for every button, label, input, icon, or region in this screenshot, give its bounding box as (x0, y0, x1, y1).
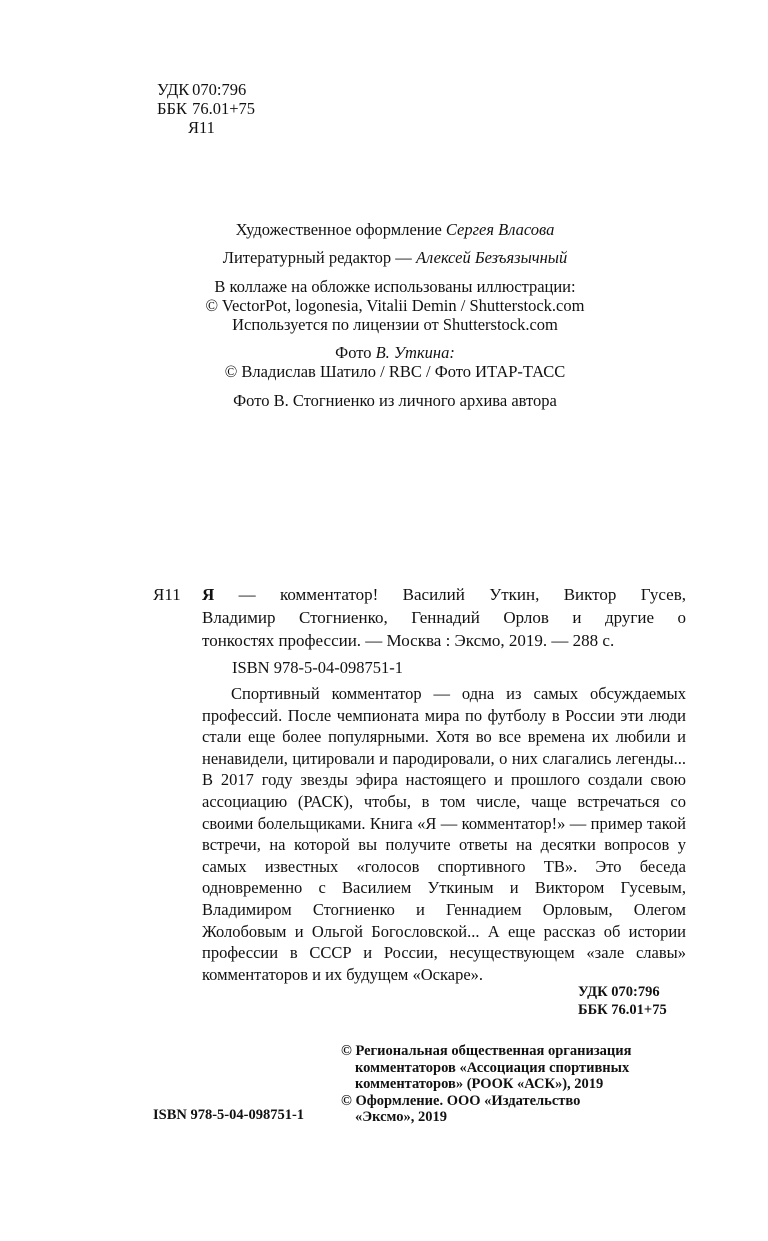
photo-name: В. Уткина: (375, 343, 455, 362)
copyright-1-line-3: комментаторов» (РООК «АСК»), 2019 (355, 1076, 604, 1092)
copyright-entry-1 (341, 1043, 691, 1093)
annotation-text: Спортивный комментатор — одна из самых обсуждаемых профессий. После чемпионата мира по футболу в России эти люди стали еще более популярными. Хотя во все времена их любили и ненавидели, цитировали и пародировали, о них слагались легенды... В 2017 году звезды эфира настоящего и прошлого создали свою ассоциацию (РАСК), чтобы, в том числе, чаще встречаться со своими болельщиками. Книга «Я — комментатор!» — пример такой встречи, на которой вы получите ответы на десятки вопросов у самых известных «голосов спортивного ТВ». Это беседа одновременно с Василием Уткиным и Виктором Гусевым, Владимиром Стогниенко и Геннадием Орловым, Олегом Жолобовым и Ольгой Богословской... А еще рассказ об истории профессии в СССР и России, несуществующем «зале славы» комментаторов и их будущем «Оскаре». (202, 684, 686, 984)
collage-line-1: В коллаже на обложке использованы иллюстрации: (214, 277, 576, 296)
bottom-isbn: ISBN 978-5-04-098751-1 (153, 1107, 305, 1123)
bib-line-1-rest: — комментатор! Василий Уткин, Виктор Гусев, (214, 585, 686, 604)
copyright-block (341, 1043, 691, 1126)
bib-line-2: Владимир Стогниенко, Геннадий Орлов и другие о (202, 608, 686, 627)
design-credit (150, 220, 640, 239)
udk-bbk-bottom (578, 983, 667, 1019)
copyright-2-line-1: © Оформление. ООО «Издательство (341, 1092, 581, 1109)
bbk-value: 76.01+75 (192, 99, 256, 118)
bib-title-bold: Я (202, 585, 215, 604)
bib-line-3: тонкостях профессии. — Москва : Эксмо, 2019. — 288 с. (202, 631, 615, 650)
bbk-row (157, 99, 255, 118)
udk-row (157, 80, 255, 99)
photo-line-1 (150, 343, 640, 362)
photo-credit (150, 343, 640, 381)
bbk-label: ББК (157, 99, 187, 118)
bib-code: Я11 (153, 585, 181, 604)
archive-credit: Фото В. Стогниенко из личного архива автора (233, 391, 557, 410)
classification-block (157, 80, 255, 137)
copyright-2-line-2: «Эксмо», 2019 (355, 1109, 447, 1125)
collage-line-2: © VectorPot, logonesia, Vitalii Demin / Shutterstock.com (205, 296, 585, 315)
photo-line-2: © Владислав Шатило / RBC / Фото ИТАР-ТАСС (224, 362, 566, 381)
design-name: Сергея Власова (445, 220, 555, 239)
bib-line-1 (202, 584, 686, 606)
design-prefix: Художественное оформление (235, 220, 446, 239)
udk-bottom: УДК 070:796 (578, 984, 660, 1000)
bib-isbn: ISBN 978-5-04-098751-1 (232, 658, 403, 677)
photo-prefix: Фото (335, 343, 376, 362)
bbk-bottom: ББК 76.01+75 (578, 1002, 667, 1018)
annotation (202, 683, 686, 985)
udk-value: 070:796 (192, 80, 247, 99)
author-mark: Я11 (188, 118, 215, 137)
copyright-1-line-1: © Региональная общественная организация (341, 1043, 632, 1059)
collage-line-3: Используется по лицензии от Shutterstock.com (232, 315, 558, 334)
collage-credit (150, 277, 640, 334)
editor-prefix: Литературный редактор — (222, 248, 416, 267)
editor-name: Алексей Безъязычный (415, 248, 568, 267)
copyright-1-line-2: комментаторов «Ассоциация спортивных (355, 1059, 630, 1076)
udk-label: УДК (157, 80, 190, 99)
editor-credit (150, 248, 640, 267)
copyright-entry-2 (341, 1093, 691, 1126)
